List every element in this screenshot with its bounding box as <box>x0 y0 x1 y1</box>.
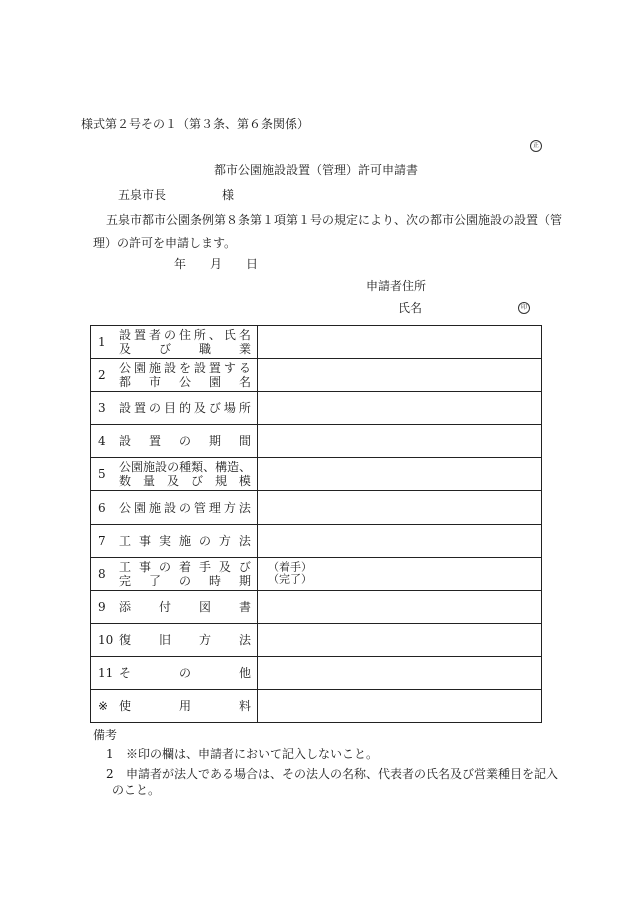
row-label-char: の <box>178 665 191 680</box>
row-label-char: 設 <box>163 361 176 376</box>
row-label-char: 工 <box>119 559 132 574</box>
row-label-line <box>119 575 251 587</box>
row-label-cell <box>91 623 258 656</box>
row-label-line <box>119 475 251 487</box>
row-label <box>119 667 251 679</box>
row-label-char: 、 <box>203 460 216 475</box>
row-label-char: 設 <box>119 401 132 416</box>
table-row <box>91 425 542 458</box>
applicant-seal-icon: 印 <box>518 302 530 314</box>
table-row <box>91 623 542 656</box>
row-value-field[interactable] <box>258 326 542 359</box>
row-label-char: 用 <box>178 699 191 714</box>
row-label-cell <box>91 392 258 425</box>
row-label-line <box>119 461 251 473</box>
row-label-char: 者 <box>148 328 161 343</box>
note-2-number: 2 <box>106 767 114 781</box>
date-day: 日 <box>246 257 259 271</box>
note-1-number: 1 <box>106 747 114 761</box>
row-label-cell <box>91 690 258 723</box>
row-label-cell <box>91 590 258 623</box>
row-label-char: 管 <box>193 500 206 515</box>
row-label <box>119 634 251 646</box>
row-label-char: 方 <box>223 500 236 515</box>
row-label-char: 園 <box>133 500 146 515</box>
table-row <box>91 326 542 359</box>
row-label-char: 場 <box>223 401 236 416</box>
row-label-char: び <box>238 559 251 574</box>
row-label-char: 着 <box>178 559 191 574</box>
row-label-char: 及 <box>119 342 132 357</box>
row-label-char: 及 <box>193 401 206 416</box>
row-label-char: 施 <box>148 361 161 376</box>
row-label-char: 手 <box>198 559 211 574</box>
row-number: 4 <box>98 434 106 449</box>
row-number: 11 <box>98 665 114 680</box>
row-label-line <box>119 329 251 341</box>
table-row <box>91 590 542 623</box>
row-label-line <box>119 343 251 355</box>
row-label-char: 置 <box>208 361 221 376</box>
row-label-line <box>119 362 251 374</box>
row-label-cell <box>91 425 258 458</box>
row-label-char: 法 <box>238 533 251 548</box>
row-number: 2 <box>98 368 106 383</box>
date-month: 月 <box>210 257 223 271</box>
note-2-continuation: のこと。 <box>112 783 161 797</box>
row-label-char: 期 <box>238 573 251 588</box>
row-value-line: （完了） <box>268 572 312 586</box>
row-label-char: 添 <box>119 599 132 614</box>
note-2-text: 申請者が法人である場合は、その法人の名称、代表者の氏名及び営業種目を記入 <box>126 767 559 781</box>
row-label-char: 量 <box>142 474 155 489</box>
row-label-char: 施 <box>143 460 156 475</box>
row-label-cell <box>91 524 258 557</box>
row-label-char: 設 <box>163 500 176 515</box>
row-label-line <box>119 634 251 646</box>
row-label-char: 使 <box>119 699 132 714</box>
row-label-char: 了 <box>148 573 161 588</box>
table-row <box>91 458 542 491</box>
row-label-char: 他 <box>238 665 251 680</box>
addressee-name: 五泉市長 <box>118 188 167 202</box>
row-number: 1 <box>98 335 106 350</box>
row-label-char: る <box>238 361 251 376</box>
row-label-char: 、 <box>208 328 221 343</box>
date-year: 年 <box>174 257 187 271</box>
row-label-cell <box>91 491 258 524</box>
row-label-char: 所 <box>193 328 206 343</box>
row-value-field[interactable] <box>258 359 542 392</box>
row-label-char: 図 <box>198 599 211 614</box>
applicant-address-label: 申請者住所 <box>366 279 427 293</box>
row-value-field[interactable] <box>258 392 542 425</box>
row-label-char: 住 <box>178 328 191 343</box>
row-value-line: （着手） <box>268 560 312 574</box>
row-label-char: 完 <box>119 573 132 588</box>
row-label-char: 付 <box>158 599 171 614</box>
row-label-char: 及 <box>166 474 179 489</box>
row-label-line <box>119 502 251 514</box>
row-label-char: 及 <box>218 559 231 574</box>
row-label-line <box>119 700 251 712</box>
row-label-char: 、 <box>239 460 252 475</box>
row-label-cell <box>91 557 258 590</box>
row-label-char: 法 <box>238 632 251 647</box>
table-row <box>91 491 542 524</box>
row-label-char: 公 <box>119 361 132 376</box>
row-number: 3 <box>98 401 106 416</box>
row-label-char: の <box>178 434 191 449</box>
row-label-char: 置 <box>148 434 161 449</box>
row-value-field[interactable] <box>258 524 542 557</box>
row-number: 9 <box>98 599 106 614</box>
row-value-field[interactable] <box>258 590 542 623</box>
row-number: 5 <box>98 467 106 482</box>
row-label-char: 公 <box>119 500 132 515</box>
row-label <box>119 561 251 587</box>
row-value <box>268 561 312 586</box>
document-title: 都市公園施設設置（管理）許可申請書 <box>214 163 419 177</box>
row-label-char: 事 <box>138 559 151 574</box>
row-label-char: 理 <box>208 500 221 515</box>
row-value-field[interactable] <box>258 458 542 491</box>
row-label-char: 実 <box>158 533 171 548</box>
row-label <box>119 601 251 613</box>
row-label-char: 方 <box>198 632 211 647</box>
row-label-char: の <box>178 573 191 588</box>
row-label-char: 設 <box>193 361 206 376</box>
table-row <box>91 690 542 723</box>
row-value-field[interactable] <box>258 557 542 590</box>
row-value-field[interactable] <box>258 623 542 656</box>
table-row <box>91 524 542 557</box>
row-label-char: の <box>198 533 211 548</box>
row-label-char: 構 <box>215 460 228 475</box>
row-label-char: 種 <box>179 460 192 475</box>
row-label-char: 旧 <box>158 632 171 647</box>
row-label-char: 事 <box>138 533 151 548</box>
row-label-char: 復 <box>119 632 132 647</box>
row-label <box>119 435 251 447</box>
row-label-line <box>119 667 251 679</box>
row-label-cell <box>91 326 258 359</box>
row-label-char: の <box>167 460 180 475</box>
row-label-char: 公 <box>119 460 132 475</box>
table-row <box>91 392 542 425</box>
row-number: 7 <box>98 533 106 548</box>
row-number: 8 <box>98 566 106 581</box>
row-label-char: 数 <box>119 474 132 489</box>
row-label <box>119 502 251 514</box>
form-code: 様式第２号その１（第３条、第６条関係） <box>81 117 310 131</box>
row-label-char: 園 <box>131 460 144 475</box>
applicant-name-label: 氏名 <box>398 301 423 315</box>
row-label-char: 置 <box>133 328 146 343</box>
row-label-char: 公 <box>178 375 191 390</box>
row-label-char: 業 <box>238 342 251 357</box>
row-label-line <box>119 402 251 414</box>
row-label-char: 設 <box>119 328 132 343</box>
row-label-char: 法 <box>238 500 251 515</box>
row-label-line <box>119 376 251 388</box>
row-label-cell <box>91 359 258 392</box>
row-label-char: 園 <box>208 375 221 390</box>
note-1-text: ※印の欄は、申請者において記入しないこと。 <box>126 747 379 761</box>
row-label-cell <box>91 458 258 491</box>
row-number: ※ <box>98 699 109 714</box>
row-label-char: 所 <box>238 401 251 416</box>
table-row <box>91 557 542 590</box>
row-label-char: 名 <box>238 328 251 343</box>
row-value-field[interactable] <box>258 690 542 723</box>
row-label-char: 模 <box>238 474 251 489</box>
row-label <box>119 535 251 547</box>
row-label-char: 市 <box>148 375 161 390</box>
row-value-field[interactable] <box>258 491 542 524</box>
application-table <box>90 325 542 723</box>
row-value-field[interactable] <box>258 425 542 458</box>
row-label-char: 規 <box>214 474 227 489</box>
row-label-char: 料 <box>238 699 251 714</box>
row-label-char: 書 <box>238 599 251 614</box>
row-label-char: 置 <box>133 401 146 416</box>
row-label-char: 的 <box>178 401 191 416</box>
row-label-char: 園 <box>133 361 146 376</box>
row-label-char: の <box>178 500 191 515</box>
row-label-char: 都 <box>119 375 132 390</box>
row-label-char: 類 <box>191 460 204 475</box>
row-label-char: 設 <box>155 460 168 475</box>
row-number: 10 <box>98 632 114 647</box>
row-label-char: 目 <box>163 401 176 416</box>
body-text-line-1: 五泉市都市公園条例第８条第１項第１号の規定により、次の都市公園施設の設置（管 <box>106 213 563 227</box>
row-label-char: の <box>158 559 171 574</box>
row-label <box>119 700 251 712</box>
row-label-char: び <box>158 342 171 357</box>
row-label-char: の <box>163 328 176 343</box>
addressee-suffix: 様 <box>222 188 235 202</box>
row-label <box>119 362 251 388</box>
row-label-line <box>119 601 251 613</box>
body-text-line-2: 理）の許可を申請します。 <box>93 236 237 250</box>
row-value-field[interactable] <box>258 656 542 689</box>
row-label-char: 方 <box>218 533 231 548</box>
row-label-char: び <box>190 474 203 489</box>
row-label-char: 造 <box>227 460 240 475</box>
row-label-char: の <box>148 401 161 416</box>
row-label-char: そ <box>119 665 132 680</box>
table-row <box>91 656 542 689</box>
notes-heading: 備考 <box>93 728 118 742</box>
row-label-cell <box>91 656 258 689</box>
row-label-line <box>119 561 251 573</box>
row-label-char: を <box>178 361 191 376</box>
row-label <box>119 402 251 414</box>
row-number: 6 <box>98 500 106 515</box>
row-label-char: 職 <box>198 342 211 357</box>
row-label-char: び <box>208 401 221 416</box>
row-label-char: 時 <box>208 573 221 588</box>
row-label-char: 期 <box>208 434 221 449</box>
row-label-line <box>119 535 251 547</box>
row-label-char: 施 <box>178 533 191 548</box>
row-label <box>119 461 251 487</box>
row-label-char: 氏 <box>223 328 236 343</box>
row-label-line <box>119 435 251 447</box>
row-label-char: 間 <box>238 434 251 449</box>
row-label <box>119 329 251 355</box>
row-label-char: 工 <box>119 533 132 548</box>
row-label-char: す <box>223 361 236 376</box>
row-label-char: 名 <box>238 375 251 390</box>
stamp-mark-icon: 正 <box>530 140 542 152</box>
table-row <box>91 359 542 392</box>
row-label-char: 施 <box>148 500 161 515</box>
row-label-char: 設 <box>119 434 132 449</box>
